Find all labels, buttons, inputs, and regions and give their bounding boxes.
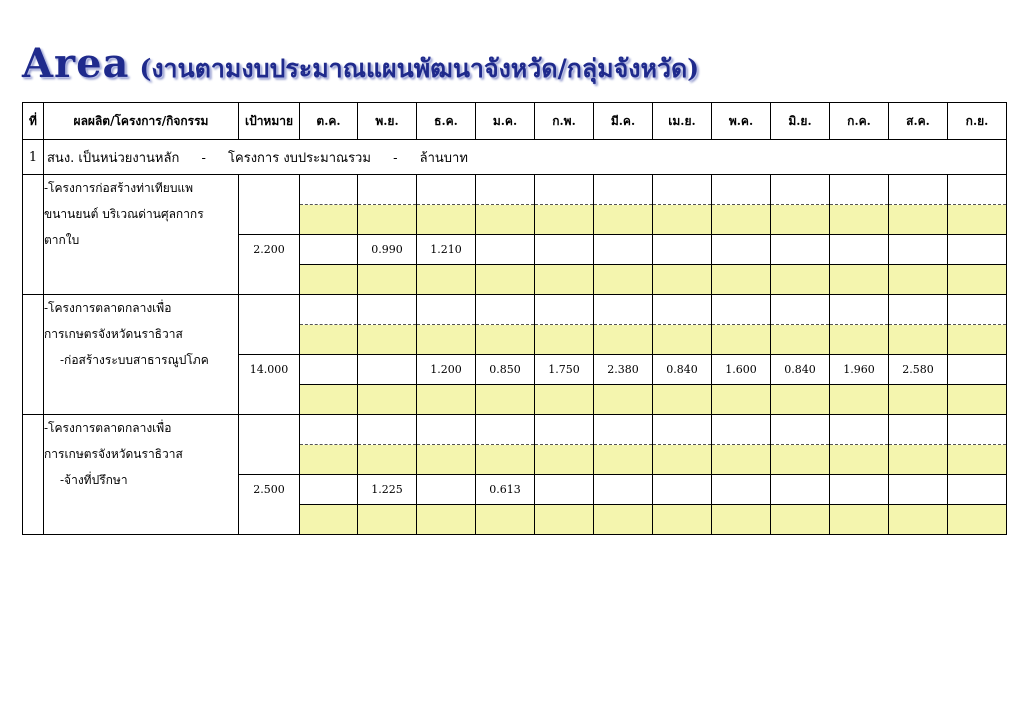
- month-value: [535, 235, 594, 265]
- month-cell: [948, 205, 1007, 235]
- project-name-cell: [44, 415, 239, 535]
- project-name-line: -โครงการก่อสร้างท่าเทียบแพ: [44, 181, 194, 195]
- month-cell: [535, 505, 594, 535]
- month-cell: [712, 385, 771, 415]
- month-cell: [712, 205, 771, 235]
- month-value: [535, 475, 594, 505]
- project-row: [23, 295, 1007, 325]
- month-cell: [653, 265, 712, 295]
- month-value: [300, 475, 358, 505]
- month-value: [948, 475, 1007, 505]
- month-cell: [948, 385, 1007, 415]
- project-target-empty: [239, 175, 300, 235]
- project-number-cell: [23, 415, 44, 535]
- month-cell: [358, 325, 417, 355]
- month-cell: [476, 415, 535, 445]
- month-cell: [594, 175, 653, 205]
- month-cell: [771, 445, 830, 475]
- month-cell: [358, 205, 417, 235]
- month-cell: [300, 385, 358, 415]
- month-cell: [358, 265, 417, 295]
- month-value: 1.600: [712, 355, 771, 385]
- month-cell: [948, 295, 1007, 325]
- month-value: 1.960: [830, 355, 889, 385]
- month-value: [417, 475, 476, 505]
- month-value: 1.225: [358, 475, 417, 505]
- project-name-line: ตากใบ: [44, 233, 80, 247]
- header-project: ผลผลิต/โครงการ/กิจกรรม: [44, 103, 239, 140]
- month-cell: [889, 415, 948, 445]
- month-cell: [594, 325, 653, 355]
- month-cell: [653, 415, 712, 445]
- title-subtitle: (งานตามงบประมาณแผนพัฒนาจังหวัด/กลุ่มจังหวัด): [139, 54, 700, 83]
- month-cell: [535, 295, 594, 325]
- month-cell: [594, 445, 653, 475]
- project-name-cell: [44, 175, 239, 295]
- month-value: [300, 235, 358, 265]
- project-name-line: ขนานยนต์ บริเวณด่านศุลกากร: [44, 207, 204, 221]
- month-cell: [535, 445, 594, 475]
- month-cell: [771, 205, 830, 235]
- month-cell: [358, 445, 417, 475]
- month-cell: [476, 385, 535, 415]
- month-cell: [594, 295, 653, 325]
- month-cell: [417, 205, 476, 235]
- month-value: 0.613: [476, 475, 535, 505]
- month-cell: [889, 325, 948, 355]
- month-value: 0.850: [476, 355, 535, 385]
- month-cell: [594, 265, 653, 295]
- header-month: ก.ค.: [830, 103, 889, 140]
- month-cell: [889, 175, 948, 205]
- month-value: 2.580: [889, 355, 948, 385]
- month-cell: [830, 175, 889, 205]
- month-value: [830, 235, 889, 265]
- month-cell: [771, 505, 830, 535]
- month-cell: [830, 265, 889, 295]
- month-cell: [771, 385, 830, 415]
- page-title: [22, 40, 699, 86]
- month-cell: [476, 265, 535, 295]
- month-value: [712, 475, 771, 505]
- project-target-empty: [239, 415, 300, 475]
- month-cell: [771, 325, 830, 355]
- month-cell: [653, 445, 712, 475]
- month-value: 1.200: [417, 355, 476, 385]
- month-cell: [889, 205, 948, 235]
- project-number-cell: [23, 175, 44, 295]
- project-target: 2.500: [239, 475, 300, 535]
- month-cell: [417, 295, 476, 325]
- header-month: ต.ค.: [300, 103, 358, 140]
- month-cell: [712, 295, 771, 325]
- month-value: 0.990: [358, 235, 417, 265]
- month-cell: [830, 205, 889, 235]
- month-cell: [417, 505, 476, 535]
- header-month: มิ.ย.: [771, 103, 830, 140]
- month-value: [594, 475, 653, 505]
- header-row: [23, 103, 1007, 140]
- section-unit: ล้านบาท: [419, 150, 468, 166]
- month-cell: [358, 505, 417, 535]
- month-cell: [653, 295, 712, 325]
- section-dash-1: -: [201, 150, 206, 166]
- month-cell: [535, 265, 594, 295]
- project-name-cell: [44, 295, 239, 415]
- month-cell: [417, 415, 476, 445]
- month-cell: [948, 415, 1007, 445]
- title-main: Area: [22, 40, 130, 87]
- month-cell: [830, 415, 889, 445]
- project-target: 14.000: [239, 355, 300, 415]
- month-cell: [594, 415, 653, 445]
- month-cell: [300, 265, 358, 295]
- section-description: [44, 140, 1007, 175]
- month-value: [830, 475, 889, 505]
- header-month: ธ.ค.: [417, 103, 476, 140]
- month-cell: [889, 385, 948, 415]
- month-cell: [535, 325, 594, 355]
- section-agency: สนง. เป็นหน่วยงานหลัก: [47, 150, 180, 166]
- month-value: [358, 355, 417, 385]
- month-cell: [594, 505, 653, 535]
- month-cell: [889, 505, 948, 535]
- month-cell: [948, 325, 1007, 355]
- header-month: ก.พ.: [535, 103, 594, 140]
- month-value: [771, 475, 830, 505]
- month-cell: [535, 175, 594, 205]
- month-value: [653, 235, 712, 265]
- month-cell: [358, 295, 417, 325]
- month-cell: [830, 295, 889, 325]
- header-month: พ.ค.: [712, 103, 771, 140]
- project-name-line: -ก่อสร้างระบบสาธารณูปโภค: [60, 353, 209, 367]
- month-cell: [653, 385, 712, 415]
- month-cell: [358, 175, 417, 205]
- header-month: ส.ค.: [889, 103, 948, 140]
- month-value: [948, 235, 1007, 265]
- month-cell: [476, 325, 535, 355]
- month-cell: [476, 175, 535, 205]
- header-month: เม.ย.: [653, 103, 712, 140]
- month-cell: [948, 445, 1007, 475]
- month-cell: [830, 505, 889, 535]
- header-month: มี.ค.: [594, 103, 653, 140]
- month-cell: [358, 415, 417, 445]
- month-cell: [889, 265, 948, 295]
- month-cell: [712, 265, 771, 295]
- month-value: [889, 475, 948, 505]
- month-value: [300, 355, 358, 385]
- month-value: 0.840: [771, 355, 830, 385]
- section-program: โครงการ งบประมาณรวม: [228, 150, 371, 166]
- month-cell: [653, 505, 712, 535]
- header-target: เป้าหมาย: [239, 103, 300, 140]
- month-value: 1.750: [535, 355, 594, 385]
- month-cell: [771, 175, 830, 205]
- month-value: [948, 355, 1007, 385]
- month-cell: [712, 175, 771, 205]
- month-cell: [712, 325, 771, 355]
- month-cell: [417, 445, 476, 475]
- project-row: [23, 415, 1007, 445]
- month-value: 0.840: [653, 355, 712, 385]
- month-cell: [712, 505, 771, 535]
- month-value: [476, 235, 535, 265]
- project-name-line: -จ้างที่ปรึกษา: [60, 473, 128, 487]
- month-cell: [535, 415, 594, 445]
- month-cell: [830, 445, 889, 475]
- project-name-line: การเกษตรจังหวัดนราธิวาส: [44, 327, 183, 341]
- month-value: [712, 235, 771, 265]
- month-cell: [771, 295, 830, 325]
- month-cell: [300, 415, 358, 445]
- month-cell: [476, 295, 535, 325]
- month-cell: [300, 325, 358, 355]
- project-name-line: -โครงการตลาดกลางเพื่อ: [44, 301, 172, 315]
- month-cell: [476, 205, 535, 235]
- project-name-line: -โครงการตลาดกลางเพื่อ: [44, 421, 172, 435]
- month-cell: [535, 385, 594, 415]
- month-cell: [889, 295, 948, 325]
- month-cell: [476, 505, 535, 535]
- header-month: พ.ย.: [358, 103, 417, 140]
- month-cell: [476, 445, 535, 475]
- month-cell: [653, 175, 712, 205]
- project-row: [23, 175, 1007, 205]
- month-cell: [771, 265, 830, 295]
- budget-table: [22, 102, 1007, 535]
- section-number: 1: [23, 140, 44, 175]
- month-cell: [830, 385, 889, 415]
- month-value: [594, 235, 653, 265]
- header-number: ที่: [23, 103, 44, 140]
- project-number-cell: [23, 295, 44, 415]
- month-cell: [712, 445, 771, 475]
- section-row: [23, 140, 1007, 175]
- header-month: ก.ย.: [948, 103, 1007, 140]
- header-month: ม.ค.: [476, 103, 535, 140]
- project-target: 2.200: [239, 235, 300, 295]
- month-value: [889, 235, 948, 265]
- month-cell: [300, 205, 358, 235]
- month-cell: [948, 265, 1007, 295]
- section-dash-2: -: [393, 150, 398, 166]
- month-value: 2.380: [594, 355, 653, 385]
- month-cell: [417, 385, 476, 415]
- month-cell: [300, 175, 358, 205]
- month-cell: [417, 175, 476, 205]
- month-cell: [712, 415, 771, 445]
- month-cell: [535, 205, 594, 235]
- month-cell: [948, 175, 1007, 205]
- month-cell: [653, 325, 712, 355]
- month-cell: [358, 385, 417, 415]
- month-cell: [300, 295, 358, 325]
- month-cell: [653, 205, 712, 235]
- month-cell: [417, 265, 476, 295]
- project-target-empty: [239, 295, 300, 355]
- month-value: 1.210: [417, 235, 476, 265]
- month-cell: [300, 445, 358, 475]
- month-cell: [830, 325, 889, 355]
- month-cell: [594, 205, 653, 235]
- month-value: [653, 475, 712, 505]
- month-cell: [948, 505, 1007, 535]
- month-cell: [889, 445, 948, 475]
- month-cell: [771, 415, 830, 445]
- month-cell: [594, 385, 653, 415]
- month-cell: [300, 505, 358, 535]
- month-value: [771, 235, 830, 265]
- month-cell: [417, 325, 476, 355]
- project-name-line: การเกษตรจังหวัดนราธิวาส: [44, 447, 183, 461]
